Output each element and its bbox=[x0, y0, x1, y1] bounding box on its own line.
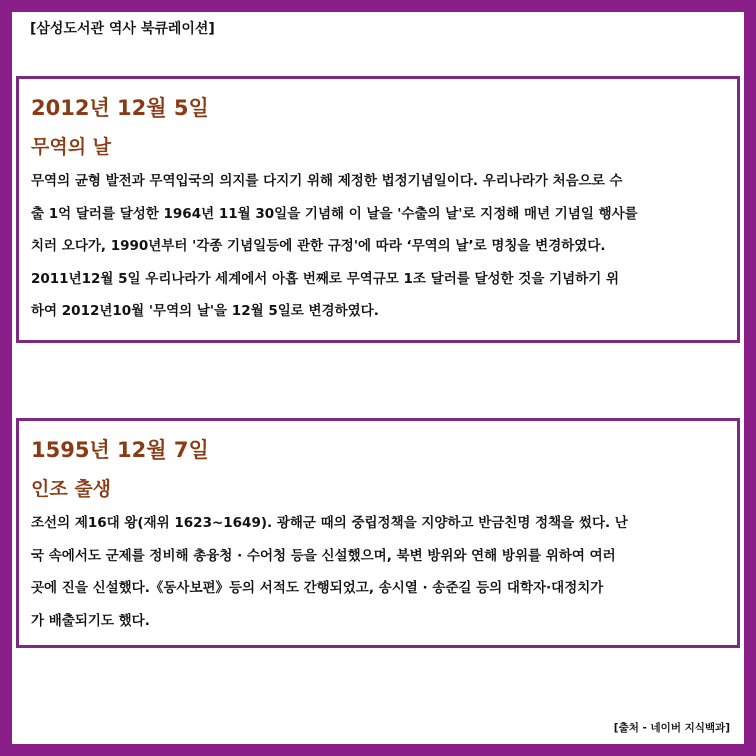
entry-body bbox=[31, 507, 725, 637]
body-line: 2011년12월 5일 우리나라가 세계에서 아홉 번째로 무역규모 1조 달러를 달성한 것을 기념하기 위 bbox=[31, 270, 619, 287]
entry-card-injo-birth bbox=[16, 418, 740, 648]
entry-title: 인조 출생 bbox=[31, 478, 112, 500]
page-header: [삼성도서관 역사 북큐레이션] bbox=[30, 21, 215, 37]
body-line: 조선의 제16대 왕(재위 1623~1649). 광해군 때의 중립정책을 지양하고 반금친명 정책을 썼다. 난 bbox=[31, 515, 628, 531]
entry-title: 무역의 날 bbox=[31, 136, 112, 158]
entry-card-trade-day bbox=[16, 76, 740, 343]
source-credit: [출처 - 네이버 지식백과] bbox=[613, 722, 730, 734]
body-line: 무역의 균형 발전과 무역입국의 의지를 다지기 위해 제정한 법정기념일이다. 우리나라가 처음으로 수 bbox=[31, 173, 623, 189]
body-line: 국 속에서도 군제를 정비해 총융청 · 수어청 등을 신설했으며, 북변 방위와 연해 방위를 위하여 여러 bbox=[31, 547, 616, 564]
body-line: 곳에 진을 신설했다.《동사보편》등의 서적도 간행되었고, 송시열 · 송준길 등의 대학자·대정치가 bbox=[31, 580, 604, 596]
body-line: 가 배출되기도 했다. bbox=[31, 612, 150, 629]
body-line: 하여 2012년10월 '무역의 날'을 12월 5일로 변경하였다. bbox=[31, 303, 379, 319]
entry-date: 1595년 12월 7일 bbox=[31, 438, 209, 462]
body-line: 치러 오다가, 1990년부터 '각종 기념일등에 관한 규정'에 따라 ‘무역의 날’로 명칭을 변경하였다. bbox=[31, 238, 606, 254]
body-line: 출 1억 달러를 달성한 1964년 11월 30일을 기념해 이 날을 '수출의 날'로 지정해 매년 기념일 행사를 bbox=[31, 205, 638, 222]
entry-date: 2012년 12월 5일 bbox=[31, 96, 209, 120]
entry-body bbox=[31, 165, 725, 328]
